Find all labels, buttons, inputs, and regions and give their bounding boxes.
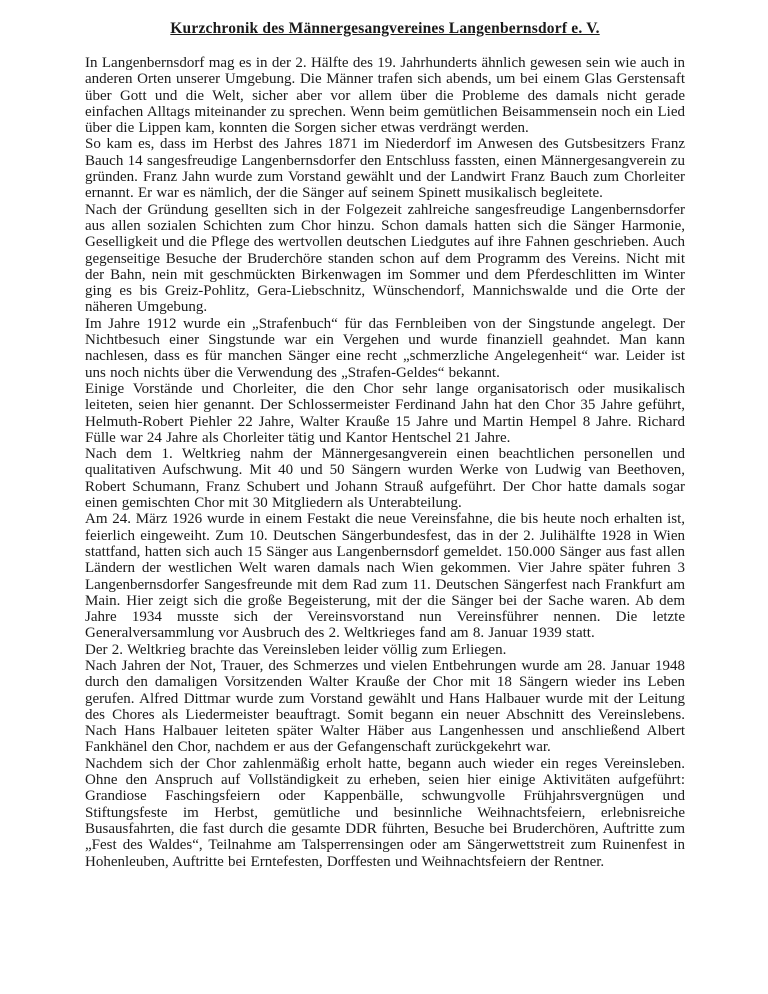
paragraph-revival-1948: Nach Jahren der Not, Trauer, des Schmerzes und vielen Entbehrungen wurde am 28. Januar 1948 durch den damaligen Vorsitzenden Walter Krauße der Chor mit 18 Sängern wieder ins Leben gerufen. Alfred Dittmar wurde zum Vorstand gewählt und Hans Halbauer wurde mit der Leitung des Chores als Liedermeister beauftragt. Somit begann ein neuer Abschnitt des Vereinslebens. Nach Hans Halbauer leiteten später Walter Häber aus Langenhessen und anschließend Albert Fankhänel den Chor, nachdem er aus der Gefangenschaft zurückgekehrt war. <box>85 657 685 756</box>
paragraph-growth-and-visits: Nach der Gründung gesellten sich in der Folgezeit zahlreiche sangesfreudige Langenbernsdorfer aus allen sozialen Schichten zum Chor hinzu. Schon damals hatten sich die Sänger Harmonie, Geselligkeit und die Pflege des wertvollen deutschen Liedgutes auf ihre Fahnen geschrieben. Auch gegenseitige Besuche der Bruderchöre standen schon auf dem Programm des Vereins. Nicht mit der Bahn, nein mit geschmückten Birkenwagen im Sommer und dem Pferdeschlitten im Winter ging es bis Greiz-Pohlitz, Gera-Liebschnitz, Wünschendorf, Mannichswalde und die Orte der näheren Umgebung. <box>85 201 685 316</box>
paragraph-activities-ddr: Nachdem sich der Chor zahlenmäßig erholt hatte, begann auch wieder ein reges Vereinsleben. Ohne den Anspruch auf Vollständigkeit zu erheben, seien hier einige Aktivitäten aufgeführt: Grandiose Faschingsfeiern oder Kappenbälle, schwungvolle Frühjahrsvergnügen und Stiftungsfeste im Herbst, gemütliche und besinnliche Weihnachtsfeiern, erlebnisreiche Busausfahrten, die fast durch die gesamte DDR führten, Besuche bei Bruderchören, Auftritte zum „Fest des Waldes“, Teilnahme am Talsperrensingen oder am Sängerwettstreit zum Ruinenfest in Hohenleuben, Auftritte bei Erntefesten, Dorffesten und Weihnachtsfeiern der Rentner. <box>85 755 685 870</box>
paragraph-1926-to-1939: Am 24. März 1926 wurde in einem Festakt die neue Vereinsfahne, die bis heute noch erhalten ist, feierlich eingeweiht. Zum 10. Deutschen Sängerbundesfest, das in der 2. Julihälfte 1928 in Wien stattfand, hatten sich auch 15 Sänger aus Langenbernsdorf gemeldet. 150.000 Sänger aus fast allen Ländern der westlichen Welt waren damals nach Wien gekommen. Vier Jahre später fuhren 3 Langenbernsdorfer Sangesfreunde mit dem Rad zum 11. Deutschen Sängerfest nach Frankfurt am Main. Hier zeigt sich die große Begeisterung, mit der die Sänger bei der Sache waren. Ab dem Jahre 1934 musste sich der Vereinsvorstand nun Vereinsführer nennen. Die letzte Generalversammlung vor Ausbruch des 2. Weltkrieges fand am 8. Januar 1939 statt. <box>85 511 685 642</box>
paragraph-strafenbuch-1912: Im Jahre 1912 wurde ein „Strafenbuch“ für das Fernbleiben von der Singstunde angelegt. Der Nichtbesuch einer Singstunde war ein Vergehen und wurde finanziell geahndet. Man kann nachlesen, dass es für manchen Sänger eine recht „schmerzliche Angelegenheit“ war. Leider ist uns noch nichts über die Verwendung des „Strafen-Geldes“ bekannt. <box>85 315 685 381</box>
paragraph-intro-village-life: In Langenbernsdorf mag es in der 2. Hälfte des 19. Jahrhunderts ähnlich gewesen sein wie auch in anderen Orten unserer Umgebung. Die Männer trafen sich abends, um bei einem Glas Gerstensaft über Gott und die Welt, sicher aber vor allem über die Probleme des damals nicht gerade einfachen Alltags miteinander zu sprechen. Wenn beim gemütlichen Beisammensein noch ein Lied über die Lippen kam, konnten die Sorgen sicher etwas verdrängt werden. <box>85 55 685 137</box>
document-body <box>85 55 685 870</box>
paragraph-leaders-list: Einige Vorstände und Chorleiter, die den Chor sehr lange organisatorisch oder musikalisch leiteten, seien hier genannt. Der Schlossermeister Ferdinand Jahn hat den Chor 35 Jahre geführt, Helmuth-Robert Piehler 22 Jahre, Walter Krauße 15 Jahre und Martin Hempel 8 Jahre. Richard Fülle war 24 Jahre als Chorleiter tätig und Kantor Hentschel 21 Jahre. <box>85 380 685 446</box>
paragraph-after-ww1: Nach dem 1. Weltkrieg nahm der Männergesangverein einen beachtlichen personellen und qualitativen Aufschwung. Mit 40 und 50 Sängern wurden Werke von Ludwig van Beethoven, Robert Schumann, Franz Schubert und Johann Strauß aufgeführt. Der Chor hatte damals sogar einen gemischten Chor mit 30 Mitgliedern als Unterabteilung. <box>85 446 685 512</box>
paragraph-founding-1871: So kam es, dass im Herbst des Jahres 1871 im Niederdorf im Anwesen des Gutsbesitzers Franz Bauch 14 sangesfreudige Langenbernsdorfer den Entschluss fassten, einen Männergesangverein zu gründen. Franz Jahn wurde zum Vorstand gewählt und der Landwirt Franz Bauch zum Chorleiter ernannt. Er war es nämlich, der die Sänger auf seinem Spinett musikalisch begleitete. <box>85 136 685 202</box>
document-title: Kurzchronik des Männergesangvereines Langenbernsdorf e. V. <box>170 20 600 37</box>
paragraph-ww2-standstill: Der 2. Weltkrieg brachte das Vereinsleben leider völlig zum Erliegen. <box>85 641 507 658</box>
